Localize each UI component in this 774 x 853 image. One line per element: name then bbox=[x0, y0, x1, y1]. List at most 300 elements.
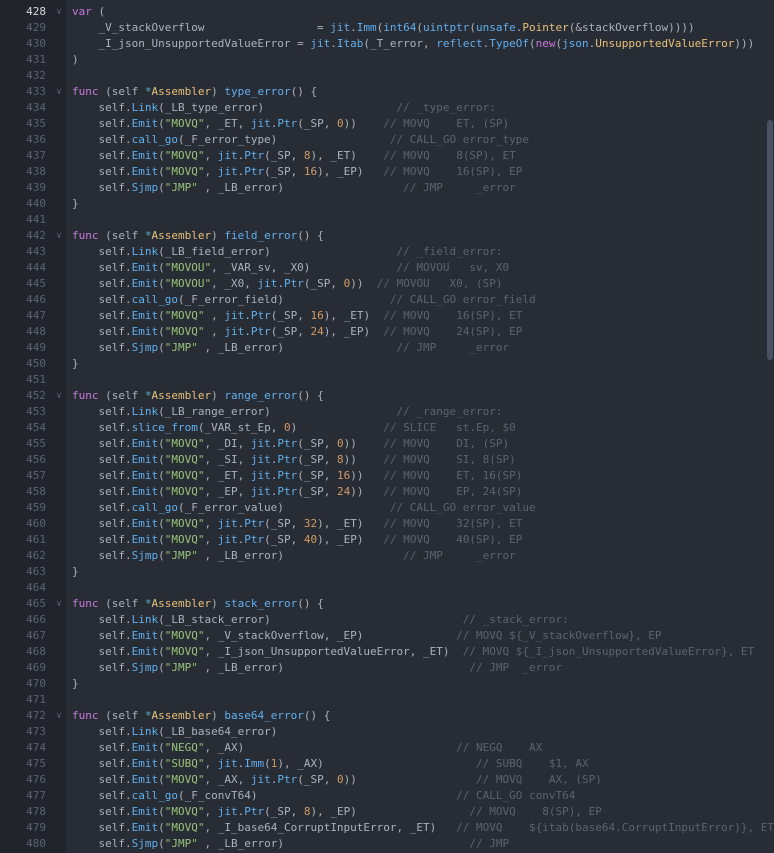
token-fn: Emit bbox=[131, 149, 159, 162]
line-number: 451 bbox=[26, 373, 46, 386]
token-fn: jit bbox=[250, 773, 271, 786]
line-number: 432 bbox=[26, 69, 46, 82]
token-pl: ( bbox=[158, 773, 165, 786]
line-number: 476 bbox=[26, 773, 46, 786]
token-pl: , bbox=[204, 325, 225, 338]
token-pl: self. bbox=[72, 469, 132, 482]
token-fn: Link bbox=[131, 245, 159, 258]
token-num: 24 bbox=[310, 325, 324, 338]
token-fn: type_error bbox=[224, 85, 291, 98]
code-line[interactable] bbox=[66, 308, 774, 324]
fold-toggle-icon[interactable]: ∨ bbox=[56, 599, 62, 609]
token-fn: Emit bbox=[131, 117, 159, 130]
code-line[interactable] bbox=[66, 84, 774, 100]
code-line[interactable] bbox=[66, 548, 774, 564]
token-str: "MOVQ" bbox=[164, 645, 205, 658]
code-line[interactable] bbox=[66, 420, 774, 436]
line-number: 456 bbox=[26, 453, 46, 466]
code-line[interactable] bbox=[66, 660, 774, 676]
code-line[interactable] bbox=[66, 724, 774, 740]
code-line[interactable] bbox=[66, 132, 774, 148]
token-pl: (_F_convT64) bbox=[177, 789, 457, 802]
token-cmt: // CALL_GO error_field bbox=[389, 293, 536, 306]
token-op: * bbox=[144, 389, 152, 402]
token-cmt: // MOVQ 32(SP), ET bbox=[383, 517, 523, 530]
line-number: 440 bbox=[26, 197, 46, 210]
token-cmt: // JMP _error bbox=[396, 341, 510, 354]
fold-spacer bbox=[52, 20, 66, 36]
token-pl: self. bbox=[72, 533, 132, 546]
code-line[interactable] bbox=[66, 452, 774, 468]
token-pl: , _ET, bbox=[204, 469, 251, 482]
code-line[interactable] bbox=[66, 36, 774, 52]
fold-spacer bbox=[52, 612, 66, 628]
code-line[interactable] bbox=[66, 244, 774, 260]
token-pl: ( bbox=[158, 741, 165, 754]
token-fn: Ptr bbox=[283, 277, 304, 290]
code-line[interactable] bbox=[66, 180, 774, 196]
token-pl: . bbox=[515, 21, 523, 34]
token-pl: _I_json_UnsupportedValueError = bbox=[72, 37, 311, 50]
token-cmt: // _range_error: bbox=[396, 405, 503, 418]
code-line[interactable] bbox=[66, 500, 774, 516]
token-pl: (_SP, bbox=[297, 485, 337, 498]
token-pl: self. bbox=[72, 405, 132, 418]
token-pl: self. bbox=[72, 837, 132, 850]
token-pl: (&stackOverflow)))) bbox=[568, 21, 695, 34]
token-pl: , bbox=[204, 517, 218, 530]
code-line[interactable] bbox=[66, 836, 774, 852]
token-pl: self. bbox=[72, 181, 132, 194]
line-number: 434 bbox=[26, 101, 46, 114]
token-fn: Emit bbox=[131, 629, 159, 642]
token-pl: ( bbox=[158, 117, 165, 130]
code-line[interactable] bbox=[66, 468, 774, 484]
fold-spacer bbox=[52, 356, 66, 372]
code-line[interactable] bbox=[66, 596, 774, 612]
vertical-scrollbar[interactable] bbox=[765, 0, 774, 853]
token-cmt: // _field_error: bbox=[396, 245, 503, 258]
token-fn: Link bbox=[131, 725, 159, 738]
line-number: 447 bbox=[26, 309, 46, 322]
fold-spacer bbox=[52, 260, 66, 276]
code-line[interactable] bbox=[66, 164, 774, 180]
token-pl: (_SP, bbox=[297, 773, 337, 786]
token-pl: self. bbox=[72, 133, 132, 146]
token-pl: _V_stackOverflow = bbox=[72, 21, 331, 34]
token-cmt: // _type_error: bbox=[396, 101, 496, 114]
token-fn: Emit bbox=[131, 469, 159, 482]
token-cmt: // MOVQ SI, 8(SP) bbox=[383, 453, 516, 466]
fold-spacer bbox=[52, 324, 66, 340]
token-pl: . bbox=[270, 485, 278, 498]
token-str: "JMP" bbox=[164, 549, 198, 562]
token-type: Assembler bbox=[151, 709, 212, 722]
fold-toggle-icon[interactable]: ∨ bbox=[56, 711, 62, 721]
line-number: 430 bbox=[26, 37, 46, 50]
token-pl: . bbox=[350, 21, 357, 34]
token-pl: self. bbox=[72, 293, 132, 306]
line-number: 438 bbox=[26, 165, 46, 178]
token-cmt: // JMP _error bbox=[403, 181, 516, 194]
code-line[interactable] bbox=[66, 356, 774, 372]
token-fn: Sjmp bbox=[131, 837, 159, 850]
token-pl: ( bbox=[158, 837, 165, 850]
line-number: 459 bbox=[26, 501, 46, 514]
token-op: * bbox=[144, 709, 152, 722]
code-line[interactable] bbox=[66, 820, 774, 836]
line-number: 428 bbox=[26, 5, 46, 18]
token-num: 1 bbox=[270, 757, 278, 770]
fold-spacer bbox=[52, 340, 66, 356]
code-line[interactable] bbox=[66, 612, 774, 628]
token-pl: } bbox=[72, 565, 79, 578]
token-pl: ( bbox=[158, 645, 165, 658]
token-type: Assembler bbox=[151, 85, 212, 98]
token-fn: Sjmp bbox=[131, 549, 159, 562]
token-cmt: // CALL_GO convT64 bbox=[456, 789, 576, 802]
token-cmt: // SUBQ $1, AX bbox=[476, 757, 589, 770]
token-pl: self. bbox=[72, 101, 132, 114]
code-line[interactable] bbox=[66, 4, 774, 20]
fold-toggle-icon[interactable]: ∨ bbox=[56, 7, 62, 17]
token-kw: func bbox=[72, 597, 99, 610]
code-line[interactable] bbox=[66, 340, 774, 356]
line-number: 461 bbox=[26, 533, 46, 546]
token-pl: self. bbox=[72, 725, 132, 738]
code-content[interactable] bbox=[66, 0, 774, 853]
code-line[interactable] bbox=[66, 148, 774, 164]
token-str: "MOVQ" bbox=[164, 805, 205, 818]
scrollbar-thumb[interactable] bbox=[767, 120, 773, 360]
token-pl: , _VAR_sv, _X0) bbox=[211, 261, 397, 274]
token-pl: self. bbox=[72, 309, 132, 322]
code-line[interactable] bbox=[66, 20, 774, 36]
token-pl: . bbox=[237, 757, 245, 770]
token-num: 0 bbox=[283, 421, 291, 434]
fold-spacer bbox=[52, 772, 66, 788]
token-pl: (_SP, bbox=[297, 117, 337, 130]
code-line[interactable] bbox=[66, 772, 774, 788]
token-num: 0 bbox=[343, 277, 351, 290]
token-fn: field_error bbox=[224, 229, 298, 242]
token-cmt: // MOVQ ${_V_stackOverflow}, EP bbox=[456, 629, 662, 642]
token-pl: self. bbox=[72, 341, 132, 354]
line-number: 478 bbox=[26, 805, 46, 818]
token-cmt: // MOVOU X0, (SP) bbox=[376, 277, 503, 290]
token-pl: ( bbox=[158, 181, 165, 194]
code-line[interactable] bbox=[66, 580, 774, 596]
code-line[interactable] bbox=[66, 404, 774, 420]
token-pl: self. bbox=[72, 117, 132, 130]
token-cmt: // MOVQ EP, 24(SP) bbox=[383, 485, 523, 498]
token-pl: , bbox=[204, 533, 218, 546]
token-pl: . bbox=[237, 533, 245, 546]
fold-spacer bbox=[52, 164, 66, 180]
code-line[interactable] bbox=[66, 756, 774, 772]
line-number: 431 bbox=[26, 53, 46, 66]
fold-spacer bbox=[52, 548, 66, 564]
fold-spacer bbox=[52, 820, 66, 836]
line-number: 454 bbox=[26, 421, 46, 434]
token-pl: . bbox=[237, 149, 245, 162]
code-line[interactable] bbox=[66, 260, 774, 276]
fold-spacer bbox=[52, 644, 66, 660]
token-fn: Itab bbox=[336, 37, 364, 50]
code-line[interactable] bbox=[66, 52, 774, 68]
code-line[interactable] bbox=[66, 388, 774, 404]
code-line[interactable] bbox=[66, 436, 774, 452]
fold-spacer bbox=[52, 244, 66, 260]
token-pl: } bbox=[72, 357, 79, 370]
token-cmt: // JMP _error bbox=[469, 661, 563, 674]
token-pl: ( bbox=[376, 21, 384, 34]
token-pl: ) bbox=[211, 229, 225, 242]
line-number: 445 bbox=[26, 277, 46, 290]
token-cmt: // MOVQ ${_I_json_UnsupportedValueError}, ET bbox=[462, 645, 755, 658]
token-pl: ( bbox=[158, 549, 165, 562]
token-pl: (_LB_base64_error) bbox=[158, 725, 278, 738]
token-fn: Ptr bbox=[244, 149, 265, 162]
token-fn: jit bbox=[250, 485, 271, 498]
token-fn: Emit bbox=[131, 325, 159, 338]
line-number: 467 bbox=[26, 629, 46, 642]
fold-spacer bbox=[52, 420, 66, 436]
token-pl: ( bbox=[158, 805, 165, 818]
line-number: 473 bbox=[26, 725, 46, 738]
code-line[interactable] bbox=[66, 212, 774, 228]
fold-spacer bbox=[52, 692, 66, 708]
token-pl: self. bbox=[72, 437, 132, 450]
token-pl: , _I_base64_CorruptInputError, _ET) bbox=[204, 821, 457, 834]
code-line[interactable] bbox=[66, 644, 774, 660]
token-cmt: // CALL_GO error_value bbox=[389, 501, 536, 514]
token-pl: . bbox=[270, 117, 278, 130]
token-pl: ), _EP) bbox=[317, 165, 384, 178]
token-fn: Emit bbox=[131, 757, 159, 770]
token-pl: ( bbox=[158, 757, 165, 770]
token-pl: (_VAR_st_Ep, bbox=[197, 421, 284, 434]
token-pl: , _AX) bbox=[204, 741, 457, 754]
fold-spacer bbox=[52, 580, 66, 596]
line-number: 452 bbox=[26, 389, 46, 402]
code-line[interactable] bbox=[66, 324, 774, 340]
token-num: 16 bbox=[336, 469, 351, 482]
code-line[interactable] bbox=[66, 100, 774, 116]
token-pl: ( bbox=[158, 517, 165, 530]
line-number: 479 bbox=[26, 821, 46, 834]
token-pl: self. bbox=[72, 277, 132, 290]
fold-spacer bbox=[52, 484, 66, 500]
fold-spacer bbox=[52, 756, 66, 772]
code-line[interactable] bbox=[66, 564, 774, 580]
token-fn: jit bbox=[310, 37, 331, 50]
token-pl: () { bbox=[297, 389, 324, 402]
token-fn: call_go bbox=[131, 133, 178, 146]
fold-spacer bbox=[52, 308, 66, 324]
token-fn: Ptr bbox=[277, 773, 298, 786]
token-pl: ( bbox=[158, 165, 165, 178]
code-line[interactable] bbox=[66, 68, 774, 84]
token-pl: ( bbox=[158, 533, 165, 546]
line-number: 462 bbox=[26, 549, 46, 562]
token-pl: self. bbox=[72, 517, 132, 530]
code-folding-gutter[interactable] bbox=[52, 0, 66, 853]
code-line[interactable] bbox=[66, 116, 774, 132]
token-pl: ), _EP) bbox=[310, 805, 470, 818]
code-line[interactable] bbox=[66, 708, 774, 724]
token-num: 32 bbox=[303, 517, 318, 530]
token-pl: self. bbox=[72, 805, 132, 818]
token-pl: (_SP, bbox=[297, 469, 337, 482]
token-str: "MOVQ" bbox=[164, 325, 205, 338]
token-pl: . bbox=[482, 37, 490, 50]
fold-spacer bbox=[52, 68, 66, 84]
token-pl: (_SP, bbox=[264, 533, 304, 546]
token-fn: Ptr bbox=[277, 485, 298, 498]
token-fn: jit bbox=[217, 757, 238, 770]
line-number: 437 bbox=[26, 149, 46, 162]
fold-spacer bbox=[52, 500, 66, 516]
fold-spacer bbox=[52, 372, 66, 388]
token-num: 0 bbox=[336, 437, 344, 450]
code-line[interactable] bbox=[66, 676, 774, 692]
token-fn: Emit bbox=[131, 805, 159, 818]
line-number: 444 bbox=[26, 261, 46, 274]
line-number: 448 bbox=[26, 325, 46, 338]
code-line[interactable] bbox=[66, 516, 774, 532]
fold-spacer bbox=[52, 180, 66, 196]
token-pl: . bbox=[237, 805, 245, 818]
token-cmt: // MOVQ 16(SP), ET bbox=[383, 309, 523, 322]
token-fn: Link bbox=[131, 405, 159, 418]
code-line[interactable] bbox=[66, 532, 774, 548]
token-pl: . bbox=[270, 437, 278, 450]
code-line[interactable] bbox=[66, 292, 774, 308]
token-pl: . bbox=[244, 325, 251, 338]
token-kw: var bbox=[72, 5, 92, 18]
token-pl: . bbox=[277, 277, 284, 290]
token-fn: jit bbox=[217, 149, 238, 162]
fold-spacer bbox=[52, 516, 66, 532]
token-pl: ( bbox=[469, 21, 477, 34]
fold-toggle-icon[interactable]: ∨ bbox=[56, 87, 62, 97]
token-pl: . bbox=[237, 165, 245, 178]
token-num: 16 bbox=[303, 165, 318, 178]
code-line[interactable] bbox=[66, 788, 774, 804]
token-fn: unsafe bbox=[476, 21, 516, 34]
token-pl: (self bbox=[98, 709, 145, 722]
line-number: 458 bbox=[26, 485, 46, 498]
token-cmt: // MOVQ ET, (SP) bbox=[383, 117, 510, 130]
token-pl: , _AX, bbox=[204, 773, 251, 786]
token-pl: (_SP, bbox=[303, 277, 344, 290]
token-pl: self. bbox=[72, 613, 132, 626]
token-pl: self. bbox=[72, 821, 132, 834]
token-pl: () { bbox=[303, 709, 331, 722]
token-str: "MOVQ" bbox=[164, 629, 205, 642]
token-num: 8 bbox=[303, 149, 311, 162]
token-pl: ( bbox=[158, 821, 165, 834]
fold-toggle-icon[interactable]: ∨ bbox=[56, 391, 62, 401]
token-cmt: // MOVQ AX, (SP) bbox=[476, 773, 602, 786]
line-number: 436 bbox=[26, 133, 46, 146]
token-pl: self. bbox=[72, 453, 132, 466]
token-str: "MOVQ" bbox=[164, 821, 205, 834]
token-pl: ), _ET) bbox=[317, 517, 384, 530]
token-str: "MOVQ" bbox=[164, 469, 205, 482]
token-pl: , _LB_error) bbox=[197, 661, 470, 674]
token-pl: )) bbox=[350, 277, 377, 290]
code-line[interactable] bbox=[66, 804, 774, 820]
code-line[interactable] bbox=[66, 196, 774, 212]
token-fn: uintptr bbox=[423, 21, 470, 34]
token-pl: ( bbox=[158, 437, 165, 450]
fold-spacer bbox=[52, 404, 66, 420]
token-kw: func bbox=[72, 709, 99, 722]
line-number: 443 bbox=[26, 245, 46, 258]
line-number: 446 bbox=[26, 293, 46, 306]
line-number: 480 bbox=[26, 837, 46, 850]
token-fn: Ptr bbox=[244, 517, 265, 530]
token-pl: )) bbox=[343, 453, 384, 466]
line-number: 468 bbox=[26, 645, 46, 658]
fold-toggle-icon[interactable]: ∨ bbox=[56, 231, 62, 241]
token-fn: Emit bbox=[131, 437, 159, 450]
token-pl: )) bbox=[350, 485, 384, 498]
token-fn: json bbox=[562, 37, 589, 50]
token-fn: jit bbox=[250, 469, 271, 482]
token-str: "MOVOU" bbox=[164, 261, 212, 274]
token-pl: . bbox=[270, 453, 278, 466]
token-pl: ( bbox=[158, 309, 165, 322]
code-line[interactable] bbox=[66, 228, 774, 244]
code-line[interactable] bbox=[66, 692, 774, 708]
token-pl: self. bbox=[72, 421, 132, 434]
token-pl: )) bbox=[343, 773, 477, 786]
token-fn: Ptr bbox=[244, 165, 265, 178]
fold-spacer bbox=[52, 628, 66, 644]
token-kw: func bbox=[72, 85, 99, 98]
token-num: 8 bbox=[303, 805, 311, 818]
code-line[interactable] bbox=[66, 740, 774, 756]
token-cmt: // CALL_GO error_type bbox=[389, 133, 529, 146]
token-pl: , _ET, bbox=[204, 117, 251, 130]
token-pl: (_SP, bbox=[297, 437, 337, 450]
line-number: 450 bbox=[26, 357, 46, 370]
code-line[interactable] bbox=[66, 276, 774, 292]
line-number: 455 bbox=[26, 437, 46, 450]
line-number: 475 bbox=[26, 757, 46, 770]
token-pl: . bbox=[237, 517, 245, 530]
code-line[interactable] bbox=[66, 628, 774, 644]
line-number: 439 bbox=[26, 181, 46, 194]
token-pl: ) bbox=[211, 709, 225, 722]
token-fn: jit bbox=[224, 309, 245, 322]
fold-spacer bbox=[52, 788, 66, 804]
code-line[interactable] bbox=[66, 484, 774, 500]
line-number: 442 bbox=[26, 229, 46, 242]
token-fn: Emit bbox=[131, 773, 159, 786]
code-line[interactable] bbox=[66, 372, 774, 388]
token-str: "MOVQ" bbox=[164, 453, 205, 466]
line-number: 429 bbox=[26, 21, 46, 34]
token-pl: (self bbox=[98, 389, 145, 402]
token-pl: ) bbox=[290, 421, 384, 434]
fold-spacer bbox=[52, 132, 66, 148]
token-fn: Emit bbox=[131, 533, 159, 546]
token-pl: )) bbox=[343, 437, 384, 450]
